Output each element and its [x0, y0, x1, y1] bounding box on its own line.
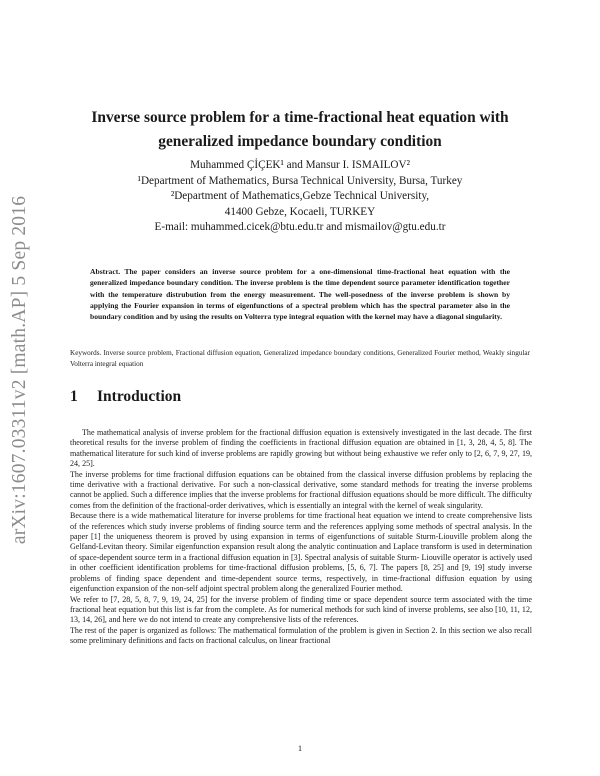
- section-number: 1: [70, 388, 78, 405]
- author-names: Muhammed ÇİÇEK¹ and Mansur I. ISMAILOV²: [190, 159, 410, 171]
- paragraph: The inverse problems for time fractional diffusion equations can be obtained from the classical inverse diffusion problems by replacing the time derivative with a fractional derivative. For such a non-classical derivative, some standard methods for treating the inverse problems cannot be applied. Such a difference implies that the inverse problems for fractional diffusion equations should be more difficult. The difficulty comes from the definition of the fractional-order derivatives, which is essentially an integral with the kernel of weak singularity.: [70, 469, 532, 510]
- title-line-2: generalized impedance boundary condition: [158, 133, 442, 150]
- section-title: Introduction: [97, 388, 182, 405]
- paper-title: [60, 106, 540, 154]
- paragraph: The rest of the paper is organized as follows: The mathematical formulation of the problem is given in Section 2. In this section we also recall some preliminary definitions and facts on fractional calculus, on linear fractional: [70, 625, 532, 646]
- affiliation-address: 41400 Gebze, Kocaeli, TURKEY: [224, 205, 376, 218]
- abstract-label: Abstract.: [90, 267, 121, 276]
- affiliation-1: ¹Department of Mathematics, Bursa Technical University, Bursa, Turkey: [137, 174, 463, 187]
- paragraph: The mathematical analysis of inverse problem for the fractional diffusion equation is extensively investigated in the last decade. The first theoretical results for the inverse problem of finding the coefficients in fractional diffusion equation are obtained in [1, 3, 28, 4, 5, 8]. The mathematical literature for such kind of inverse problems are rapidly growing but without being exhaustive we refer only to [2, 6, 7, 9, 27, 19, 24, 25].: [70, 428, 532, 469]
- keywords: [70, 348, 530, 369]
- author-emails: E-mail: muhammed.cicek@btu.edu.tr and mismailov@gtu.edu.tr: [154, 221, 446, 233]
- paragraph: We refer to [7, 28, 5, 8, 7, 9, 19, 24, 25] for the inverse problem of finding time or space dependent source term associated with the time fractional heat equation but this list is far from the complete. As for numerical methods for such kind of inverse problems, see also [10, 11, 12, 13, 14, 26], and here we do not intend to create any comprehensive lists of the references.: [70, 594, 532, 625]
- abstract: [90, 266, 510, 322]
- arxiv-identifier: arXiv:1607.03311v2 [math.AP] 5 Sep 2016: [9, 195, 30, 545]
- keywords-label: Keywords.: [70, 349, 102, 357]
- affiliation-2: ²Department of Mathematics,Gebze Technical University,: [170, 190, 430, 202]
- section-heading: [70, 388, 181, 406]
- title-line-1: Inverse source problem for a time-fractional heat equation with: [91, 109, 509, 126]
- arxiv-sidebar: [0, 175, 40, 565]
- abstract-text: The paper considers an inverse source problem for a one-dimensional time-fractional heat equation with the generalized impedance boundary condition. The inverse problem is the time dependent source parameter identification together with the temperature distrubution from the energy measurement. The well-posedness of the inverse problem is shown by applying the Fourier expansion in terms of eigenfunctions of a spectral problem which has the spectral parameter also in the boundary condition and by using the results on Volterra type integral equation with the kernel may have a diagonal singularity.: [90, 267, 510, 322]
- author-block: [60, 158, 540, 236]
- paragraph: Because there is a wide mathematical literature for inverse problems for time fractional heat equation we intend to create comprehensive lists of the references which study inverse problems of finding source term and the references applying some methods of spectral analysis. In the paper [1] the uniqueness theorem is proved by using expansion in terms of eigenfunctions of suitable Sturm-Liouville problem along the Gelfand-Levitan theory. Similar eigenfunction expansion result along the analytic continuation and Laplace transform is used in determination of space-dependent source term in a fractional diffusion equation in [3]. Spectral analysis of suitable Sturm- Liouville operator is actively used in other coefficient identification problems for time-fractional diffusion problems, [5, 6, 7]. The papers [8, 25] and [9, 19] study inverse problems of finding space dependent and time-dependent source terms, respectively, in time-fractional diffusion equation by using eigenfunction expansion of the non-self adjoint spectral problem along the generalized Fourier method.: [70, 511, 532, 594]
- keywords-text: Inverse source problem, Fractional diffusion equation, Generalized impedance boundary conditions, Generalized Fourier method, Weakly singular Volterra integral equation: [70, 349, 531, 368]
- introduction-body: [70, 428, 532, 647]
- page-number: 1: [297, 743, 303, 753]
